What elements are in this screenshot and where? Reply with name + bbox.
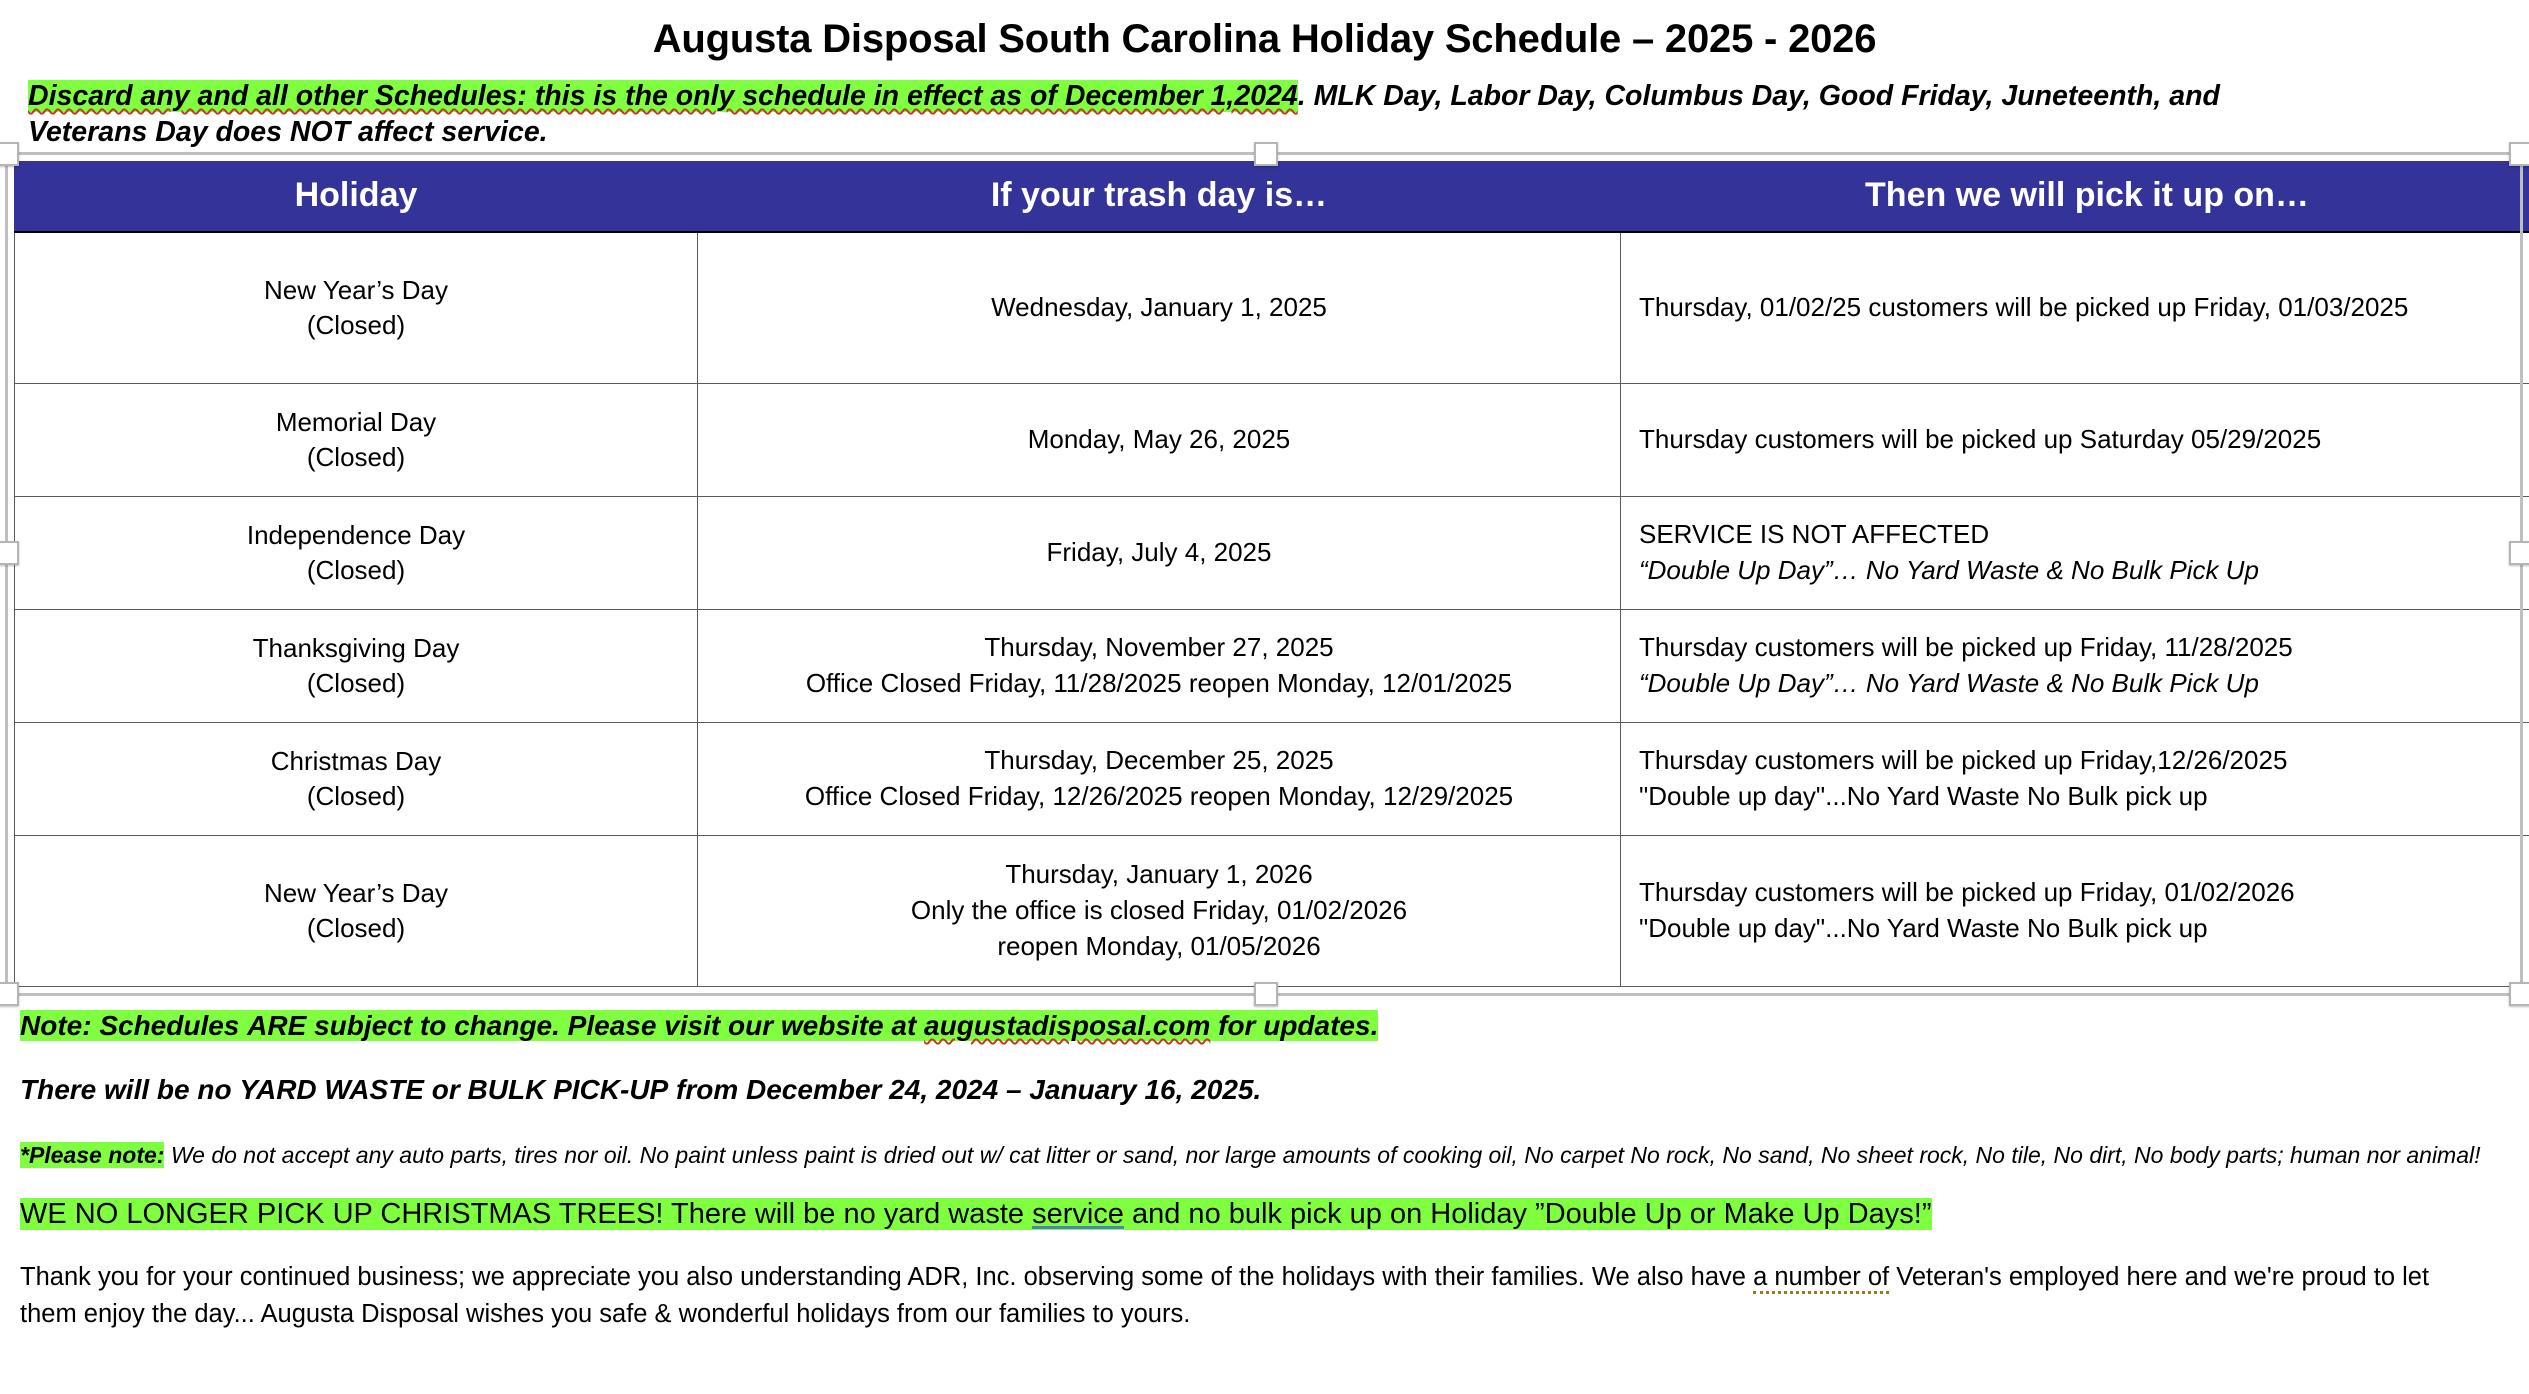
holiday-status: (Closed) [306,667,406,698]
resize-handle-middle-left[interactable] [0,541,19,565]
bulk-pickup-label: BULK PICK-UP [467,1073,669,1105]
trash-day-line: Thursday, December 25, 2025 [984,745,1334,776]
resize-handle-middle-right[interactable] [2509,541,2529,565]
cell-holiday [15,835,698,986]
trees-text-part2: and no bulk pick up on Holiday ”Double Up or Make Up Days!” [1123,1198,1932,1231]
thanks-part1: Thank you for your continued business; we appreciate you also understanding ADR, Inc. observing some of the holidays with their families. We also have [20,1262,1754,1291]
cell-holiday [15,609,698,722]
resize-handle-bottom-center[interactable] [1254,982,1278,1006]
yard-waste-dates: December 24, 2024 – January 16, 2025 [746,1073,1254,1105]
table-row [15,722,2529,835]
holiday-status: (Closed) [306,554,406,585]
trash-day-line: Thursday, January 1, 2026 [1005,859,1313,890]
resize-handle-top-right[interactable] [2509,142,2529,166]
thanks-part2: Veteran's employed here and we're proud to let them enjoy the day... Augusta Disposal wishes you safe & wonderful holidays from our families to yours. [20,1262,2430,1328]
note-christmas-trees [20,1194,2510,1235]
note-text-are: ARE [247,1009,307,1041]
holiday-status: (Closed) [306,309,406,340]
trash-day-line-2: Office Closed Friday, 11/28/2025 reopen Monday, 12/01/2025 [805,667,1513,698]
pickup-line-note: “Double Up Day”… No Yard Waste & No Bulk Pick Up [1639,667,2259,698]
thanks-underlined-phrase: a number of [1753,1263,1889,1294]
column-header-pickup: Then we will pick it up on… [1621,161,2529,232]
table-body [15,232,2529,987]
table-header [15,161,2529,232]
pickup-line: Thursday customers will be picked up Friday, 01/02/2026 [1639,877,2295,908]
trees-service-word: service [1032,1198,1124,1231]
holiday-status: (Closed) [306,912,406,943]
yard-waste-label: YARD WASTE [239,1073,424,1105]
resize-handle-bottom-right[interactable] [2509,982,2529,1006]
yard-waste-pre: There will be no [20,1073,240,1105]
cell-pickup [1621,835,2529,986]
pickup-line: Thursday customers will be picked up Friday,12/26/2025 [1639,745,2288,776]
holiday-name: Christmas Day [270,745,442,776]
cell-trash-day [698,383,1621,496]
selection-border-left [5,152,8,996]
yard-waste-end: . [1253,1073,1262,1105]
selection-border-right [2520,152,2523,996]
holiday-name: Independence Day [246,519,466,550]
pickup-line: Thursday customers will be picked up Friday, 11/28/2025 [1639,632,2293,663]
table-row [15,609,2529,722]
cell-holiday [15,383,698,496]
resize-handle-top-center[interactable] [1254,142,1278,166]
schedule-table-container [14,161,2514,987]
column-header-trash-day: If your trash day is… [698,161,1621,232]
website-link[interactable]: augustadisposal.com [924,1009,1211,1041]
holiday-name: New Year’s Day [263,274,449,305]
page-title: Augusta Disposal South Carolina Holiday Schedule – 2025 - 2026 [652,17,1877,61]
yard-waste-post: from [668,1073,746,1105]
table-header-row [15,161,2529,232]
cell-pickup [1621,496,2529,609]
pickup-line-note: "Double up day"...No Yard Waste No Bulk pick up [1639,912,2208,943]
cell-holiday [15,232,698,384]
trash-day-line-3: reopen Monday, 01/05/2026 [997,930,1321,961]
cell-trash-day [698,232,1621,384]
holiday-name: Thanksgiving Day [252,632,460,663]
cell-pickup [1621,609,2529,722]
note-please-note-restrictions [20,1139,2520,1172]
note-no-yard-waste-period [20,1069,2510,1111]
holiday-schedule-table [14,161,2529,987]
pickup-line-note: "Double up day"...No Yard Waste No Bulk pick up [1639,780,2208,811]
cell-trash-day [698,835,1621,986]
trash-day-line-2: Office Closed Friday, 12/26/2025 reopen Monday, 12/29/2025 [804,780,1514,811]
note-text-c: for updates. [1210,1009,1379,1041]
pickup-line: Thursday, 01/02/25 customers will be picked up Friday, 01/03/2025 [1639,292,2409,322]
cell-trash-day [698,722,1621,835]
note-label: Note: [20,1009,92,1041]
please-note-body: We do not accept any auto parts, tires nor oil. No paint unless paint is dried out w/ cat litter or sand, nor large amounts of cooking oil, No carpet No rock, No sand, No sheet rock, No tile, No dirt, No body parts; human nor animal! [164,1141,2481,1168]
cell-holiday [15,722,698,835]
trash-day-line-2: Only the office is closed Friday, 01/02/2026 [910,895,1408,925]
resize-handle-bottom-left[interactable] [0,982,19,1006]
note-text-a: Schedules [91,1009,248,1041]
intro-remaining-text: . MLK Day, Labor Day, Columbus Day, Good Friday, Juneteenth, and Veterans Day does NOT affect service. [28,80,2220,149]
trash-day-line: Thursday, November 27, 2025 [984,632,1334,663]
cell-trash-day [698,496,1621,609]
cell-trash-day [698,609,1621,722]
intro-paragraph [28,78,2318,151]
note-thank-you-message [20,1259,2490,1333]
resize-handle-top-left[interactable] [0,142,19,166]
cell-holiday [15,496,698,609]
holiday-status: (Closed) [306,441,406,472]
note-schedules-subject-to-change [20,1005,2510,1047]
pickup-line: SERVICE IS NOT AFFECTED [1639,519,1990,550]
column-header-holiday: Holiday [15,161,698,232]
trees-text-part1: WE NO LONGER PICK UP CHRISTMAS TREES! There will be no yard waste [20,1198,1033,1231]
table-row [15,383,2529,496]
table-row [15,232,2529,384]
cell-pickup [1621,722,2529,835]
yard-waste-mid: or [423,1073,468,1105]
trash-day-line: Wednesday, January 1, 2025 [991,292,1327,322]
cell-pickup [1621,232,2529,384]
holiday-name: Memorial Day [275,406,437,437]
pickup-line: Thursday customers will be picked up Saturday 05/29/2025 [1639,424,2322,454]
trash-day-line: Friday, July 4, 2025 [1046,537,1272,567]
holiday-name: New Year’s Day [263,877,449,908]
footer-notes [20,1005,2510,1333]
note-text-b: subject to change. Please visit our website at [306,1009,925,1041]
holiday-status: (Closed) [306,780,406,811]
intro-highlighted-text: Discard any and all other Schedules: this is the only schedule in effect as of December 1,2024 [28,80,1298,112]
pickup-line-note: “Double Up Day”… No Yard Waste & No Bulk Pick Up [1639,554,2259,585]
trash-day-line: Monday, May 26, 2025 [1027,424,1291,454]
please-note-label: *Please note: [20,1141,165,1168]
table-row [15,835,2529,986]
table-row [15,496,2529,609]
cell-pickup [1621,383,2529,496]
